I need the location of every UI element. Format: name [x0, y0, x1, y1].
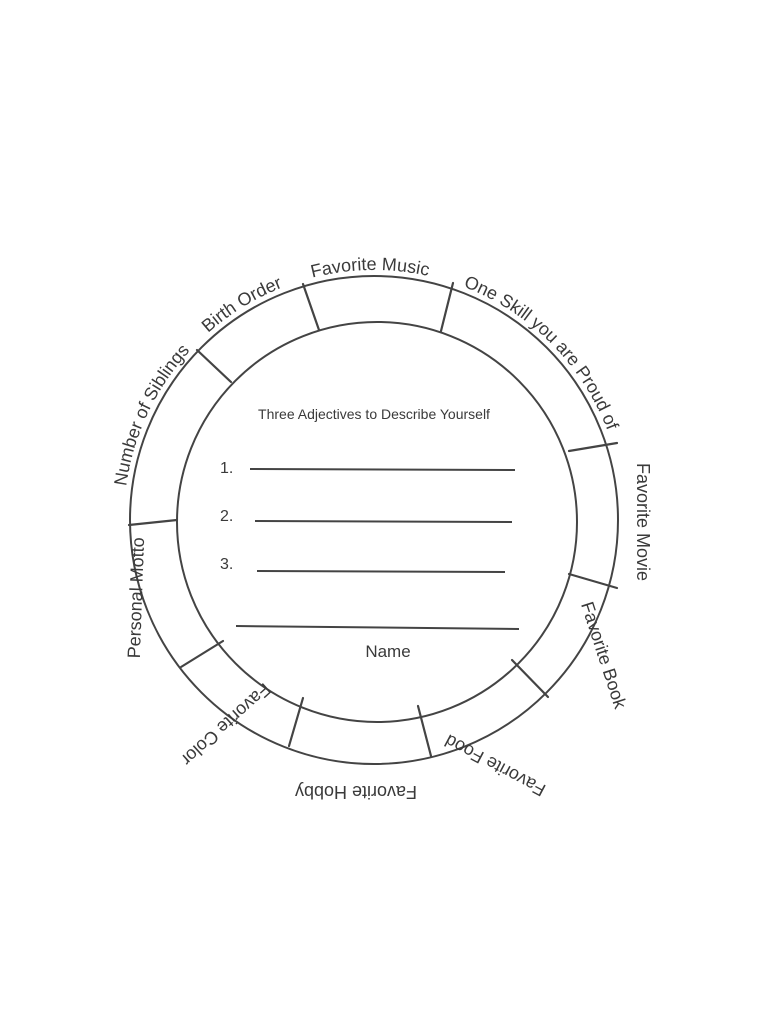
label-birth-order: Birth Order: [197, 272, 285, 337]
label-number-of-siblings: Number of Siblings: [110, 339, 194, 487]
svg-text:Number of Siblings: [110, 340, 193, 487]
answer-line-1: [250, 469, 515, 470]
label-favorite-movie: Favorite Movie: [633, 462, 653, 582]
divider: [197, 350, 231, 382]
label-favorite-book: Favorite Book: [577, 599, 631, 712]
divider: [569, 443, 617, 451]
label-personal-motto: Personal Motto: [123, 536, 149, 659]
name-label: Name: [365, 642, 411, 661]
divider: [441, 283, 453, 331]
divider: [303, 284, 319, 330]
label-favorite-hobby: Favorite Hobby: [294, 782, 418, 802]
answer-line-2: [255, 521, 512, 522]
label-one-skill: One Skill you are Proud of: [461, 271, 623, 433]
divider: [129, 520, 177, 525]
divider: [181, 641, 223, 667]
center-heading: Three Adjectives to Describe Yourself: [258, 406, 490, 422]
divider: [512, 660, 548, 697]
segment-dividers: [129, 283, 617, 756]
name-line: [236, 626, 519, 629]
item-number-2: 2.: [220, 508, 234, 525]
answer-line-3: [257, 571, 505, 572]
svg-text:Favorite Music: [309, 254, 432, 282]
label-favorite-food: Favorite Food: [441, 730, 549, 801]
divider: [418, 706, 431, 756]
label-favorite-music: Favorite Music: [308, 253, 432, 282]
outer-ring: [130, 276, 618, 764]
item-number-3: 3.: [220, 556, 234, 573]
svg-text:Birth Order: [198, 272, 285, 336]
item-number-1: 1.: [220, 460, 234, 477]
label-favorite-color: Favorite Color: [177, 679, 275, 770]
